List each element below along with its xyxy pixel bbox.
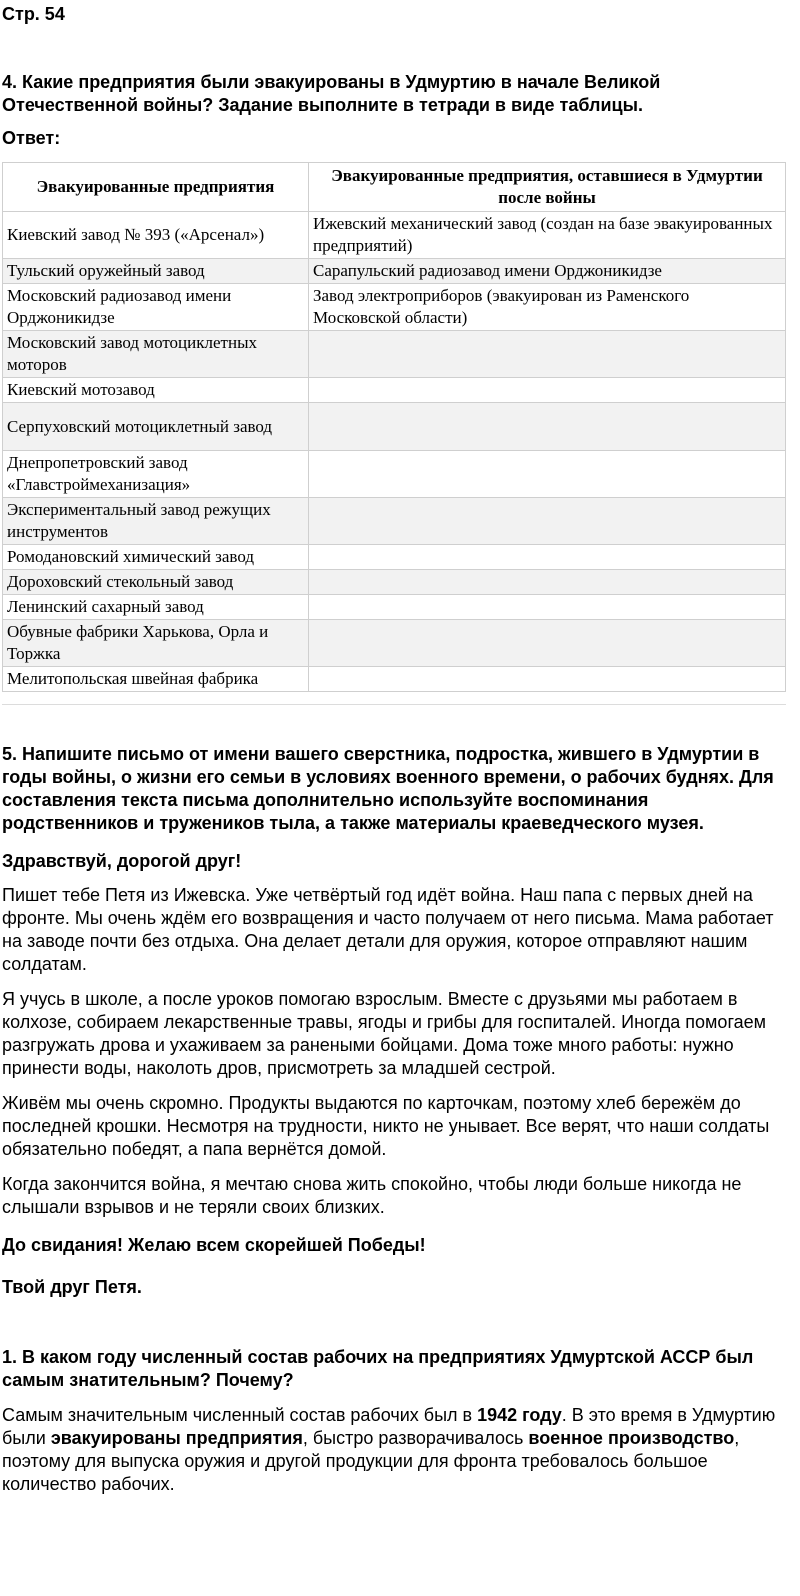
- answer-text: , поэтому для выпуска оружия и другой продукции для фронта требовалось большое количество рабочих.: [2, 1428, 740, 1494]
- table-body: [3, 212, 786, 692]
- evacuated-enterprise-cell: Обувные фабрики Харькова, Орла и Торжка: [3, 620, 309, 667]
- evacuated-enterprise-cell: Серпуховский мотоциклетный завод: [3, 403, 309, 451]
- task-1-answer: [2, 1404, 786, 1496]
- table-row: [3, 451, 786, 498]
- remained-enterprise-cell: [309, 570, 786, 595]
- letter-signature: Твой друг Петя.: [2, 1277, 142, 1297]
- task-4-title: 4. Какие предприятия были эвакуированы в Удмуртию в начале Великой Отечественной войны? Задание выполните в тетради в виде таблицы.: [2, 72, 661, 115]
- evacuated-enterprise-cell: Тульский оружейный завод: [3, 259, 309, 284]
- table-row: [3, 498, 786, 545]
- table-header-row: [3, 163, 786, 212]
- evacuated-enterprise-cell: Дороховский стекольный завод: [3, 570, 309, 595]
- table-row: [3, 378, 786, 403]
- letter-greeting: Здравствуй, дорогой друг!: [2, 851, 242, 871]
- evacuated-enterprises-table: [2, 162, 786, 692]
- table-row: [3, 570, 786, 595]
- letter-paragraph: Пишет тебе Петя из Ижевска. Уже четвёртый год идёт война. Наш папа с первых дней на фронте. Мы очень ждём его возвращения и часто получаем от него письма. Мама работает на заводе почти без отдыха. Она делает детали для оружия, которое отправляют нашим солдатам.: [2, 885, 774, 974]
- page: [0, 3, 786, 1496]
- remained-enterprise-cell: [309, 620, 786, 667]
- remained-enterprise-cell: [309, 667, 786, 692]
- evacuated-enterprise-cell: Мелитопольская швейная фабрика: [3, 667, 309, 692]
- answer-text: . В это время в Удмуртию были: [2, 1405, 776, 1448]
- remained-enterprise-cell: Ижевский механический завод (создан на базе эвакуированных предприятий): [309, 212, 786, 259]
- remained-enterprise-cell: Сарапульский радиозавод имени Орджоникидзе: [309, 259, 786, 284]
- table-row: [3, 212, 786, 259]
- letter-paragraph: Я учусь в школе, а после уроков помогаю взрослым. Вместе с друзьями мы работаем в колхозе, собираем лекарственные травы, ягоды и грибы для госпиталей. Иногда помогаем разгружать дрова и ухаживаем за ранеными бойцами. Дома тоже много работы: нужно принести воды, наколоть дров, присмотреть за младшей сестрой.: [2, 989, 767, 1078]
- evacuated-enterprise-cell: Экспериментальный завод режущих инструментов: [3, 498, 309, 545]
- table-row: [3, 545, 786, 570]
- letter-paragraph: Живём мы очень скромно. Продукты выдаются по карточкам, поэтому хлеб бережём до последней крошки. Несмотря на трудности, никто не унывает. Все верят, что наши солдаты обязательно победят, а папа вернётся домой.: [2, 1093, 770, 1159]
- answer-emphasis: эвакуированы предприятия: [50, 1428, 303, 1448]
- evacuated-enterprise-cell: Ромодановский химический завод: [3, 545, 309, 570]
- answer-emphasis: военное производство: [528, 1428, 735, 1448]
- table-row: [3, 620, 786, 667]
- section-divider: [2, 704, 786, 705]
- table-row: [3, 259, 786, 284]
- table-row: [3, 667, 786, 692]
- evacuated-enterprise-cell: Днепропетровский завод «Главстроймеханизация»: [3, 451, 309, 498]
- remained-enterprise-cell: [309, 403, 786, 451]
- answer-text: Самым значительным численный состав рабочих был в: [2, 1405, 478, 1425]
- header-remained: Эвакуированные предприятия, оставшиеся в Удмуртии после войны: [309, 163, 786, 212]
- task-1-title: 1. В каком году численный состав рабочих на предприятиях Удмуртской АССР был самым знатительным? Почему?: [2, 1347, 754, 1390]
- letter-paragraph: Когда закончится война, я мечтаю снова жить спокойно, чтобы люди больше никогда не слышали взрывов и не теряли своих близких.: [2, 1174, 742, 1217]
- remained-enterprise-cell: [309, 595, 786, 620]
- table-row: [3, 403, 786, 451]
- answer-text: , быстро разворачивалось: [302, 1428, 529, 1448]
- remained-enterprise-cell: [309, 498, 786, 545]
- evacuated-enterprise-cell: Киевский завод № 393 («Арсенал»): [3, 212, 309, 259]
- header-evacuated: Эвакуированные предприятия: [3, 163, 309, 212]
- remained-enterprise-cell: Завод электроприборов (эвакуирован из Раменского Московской области): [309, 284, 786, 331]
- remained-enterprise-cell: [309, 378, 786, 403]
- answer-label: Ответ:: [2, 128, 61, 148]
- letter-farewell: До свидания! Желаю всем скорейшей Победы!: [2, 1235, 426, 1255]
- table-row: [3, 331, 786, 378]
- remained-enterprise-cell: [309, 451, 786, 498]
- table-row: [3, 595, 786, 620]
- evacuated-enterprise-cell: Ленинский сахарный завод: [3, 595, 309, 620]
- remained-enterprise-cell: [309, 331, 786, 378]
- table-row: [3, 284, 786, 331]
- task-5-title: 5. Напишите письмо от имени вашего сверстника, подростка, жившего в Удмуртии в годы войны, о жизни его семьи в условиях военного времени, о рабочих буднях. Для составления текста письма дополнительно используйте воспоминания родственников и тружеников тыла, а также материалы краеведческого музея.: [2, 744, 774, 833]
- evacuated-enterprise-cell: Московский завод мотоциклетных моторов: [3, 331, 309, 378]
- evacuated-enterprise-cell: Киевский мотозавод: [3, 378, 309, 403]
- answer-year: 1942 году: [477, 1405, 562, 1425]
- evacuated-enterprise-cell: Московский радиозавод имени Орджоникидзе: [3, 284, 309, 331]
- page-number: Стр. 54: [2, 4, 65, 24]
- remained-enterprise-cell: [309, 545, 786, 570]
